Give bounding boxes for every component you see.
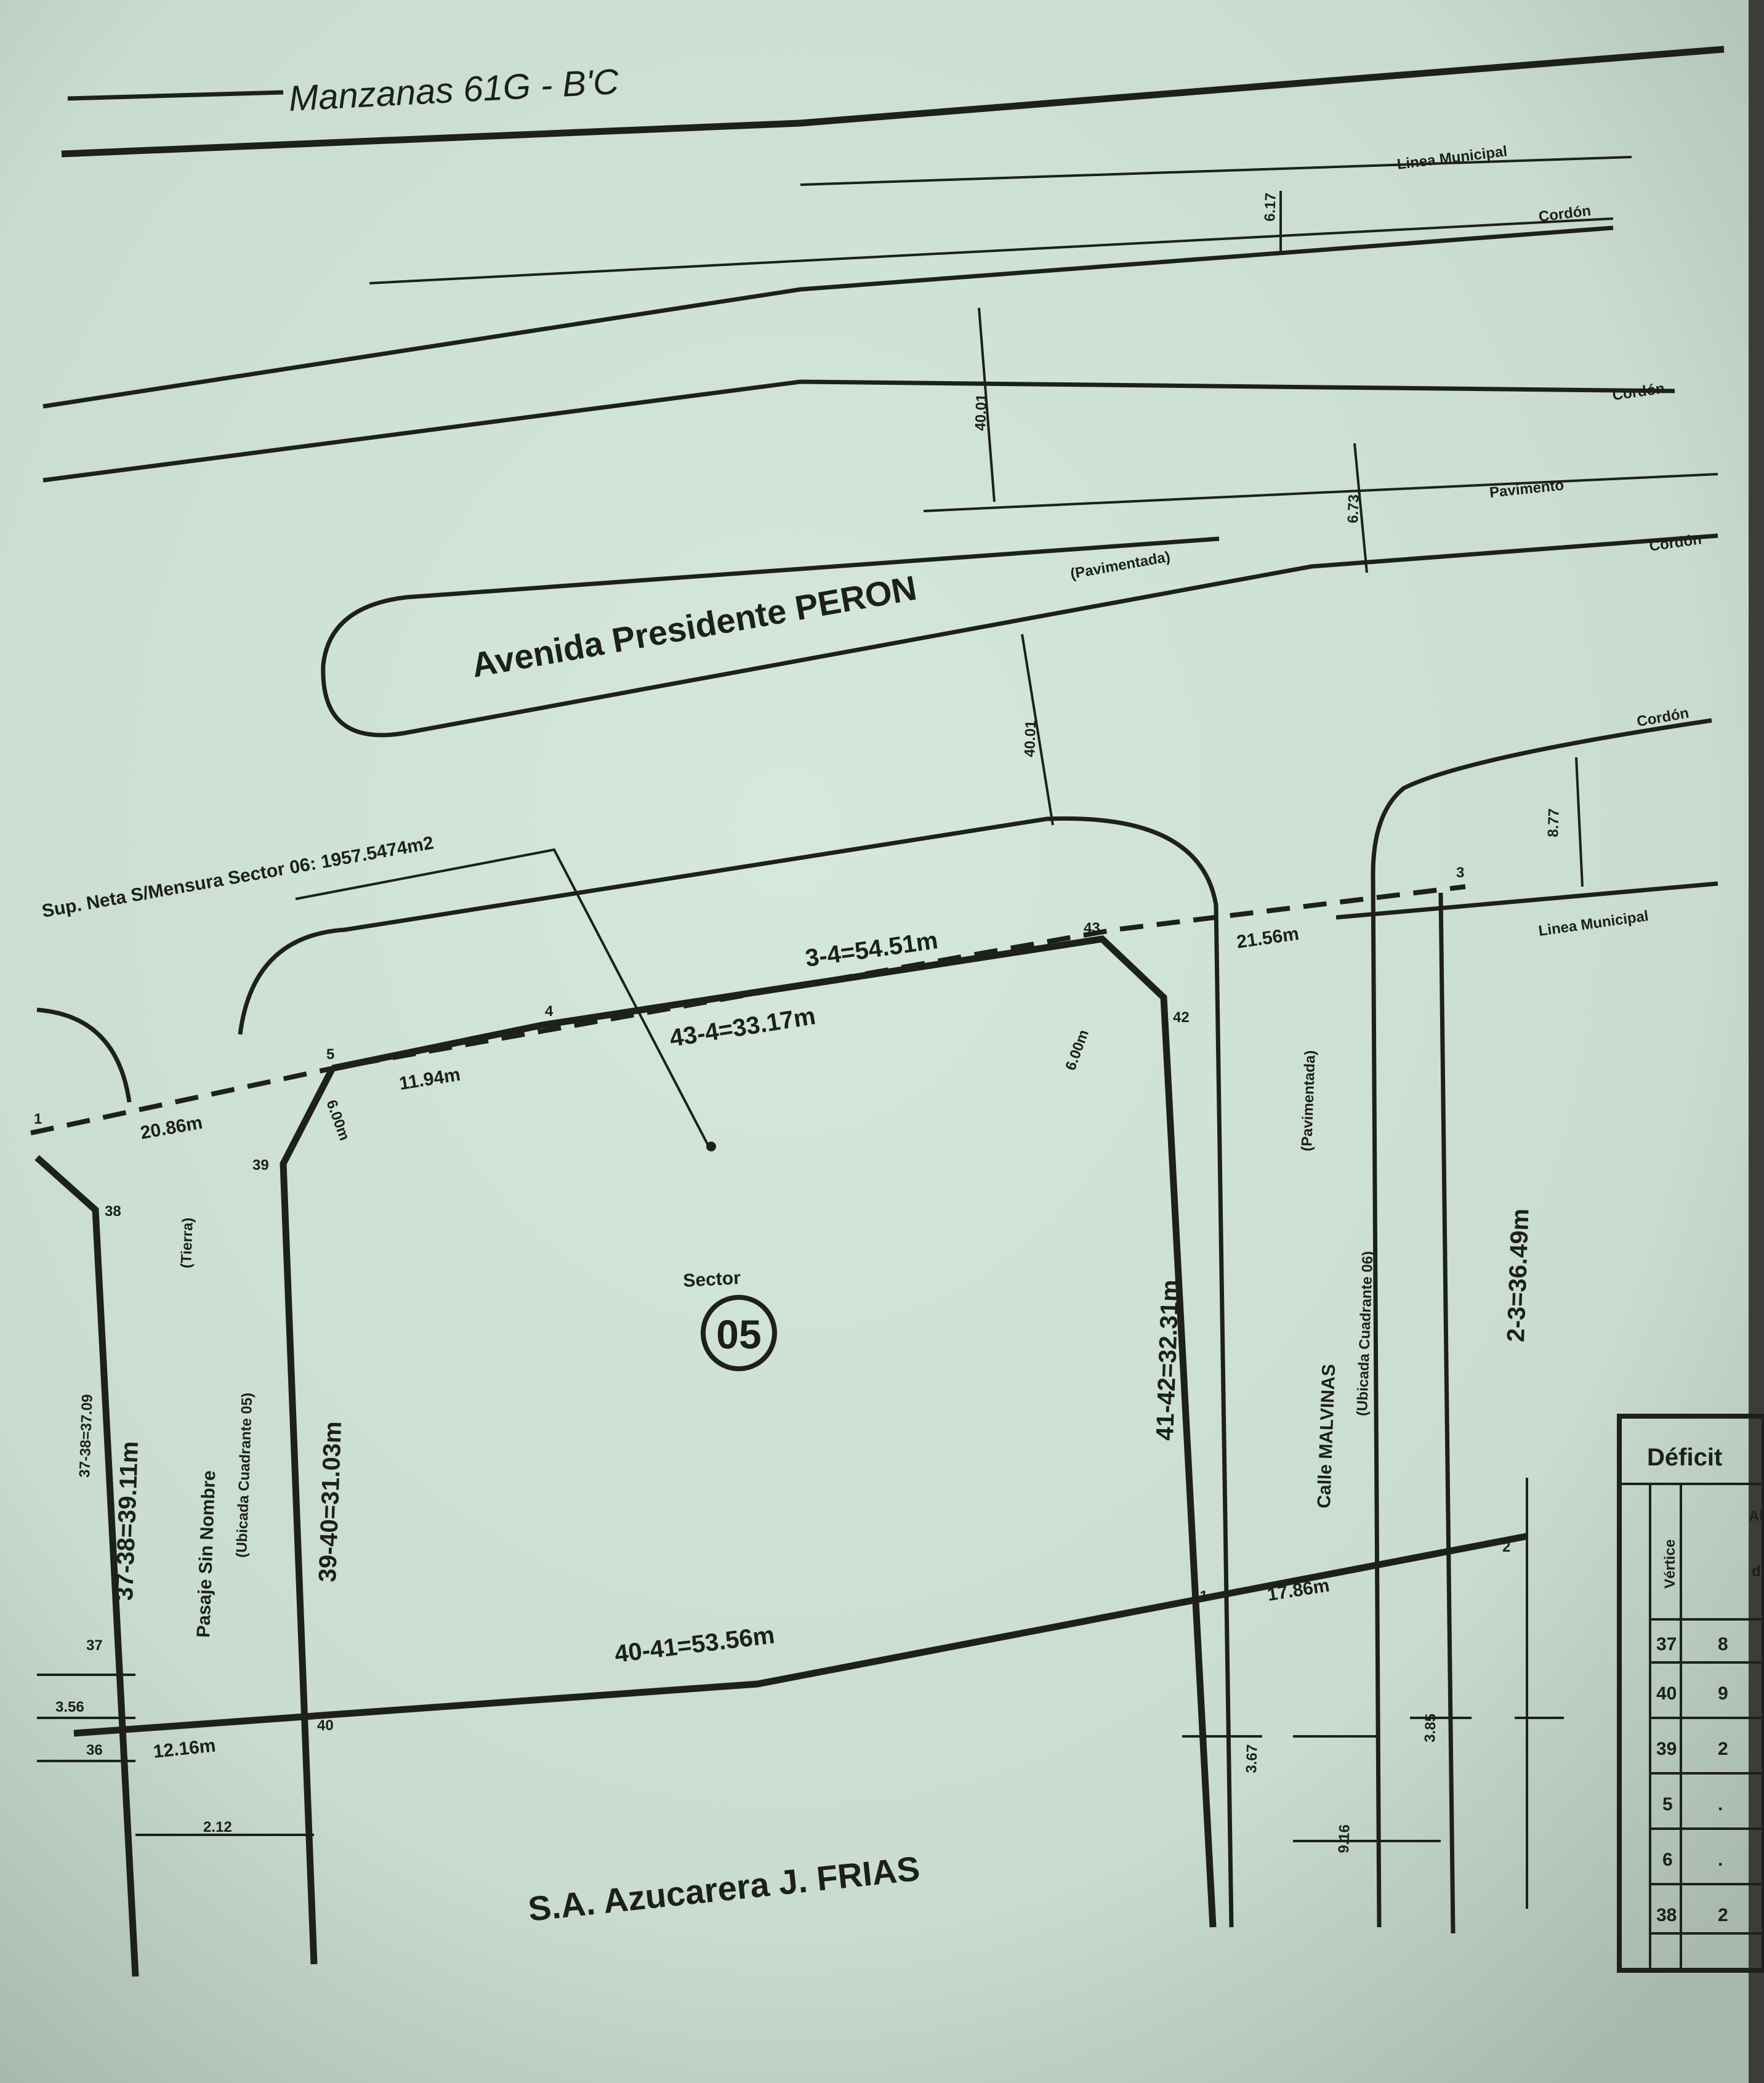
vertex-5: 5 [326,1046,335,1063]
deficit-table-row-vertex: 37 [1656,1634,1677,1654]
deficit-table-row-value: 9 [1718,1683,1728,1704]
deficit-table-row-vertex: 39 [1656,1739,1677,1759]
vertex-40: 40 [317,1717,334,1734]
pavimento-label: Pavimento [1488,477,1565,501]
malvinas-street-sub: (Ubicada Cuadrante 06) [1354,1251,1377,1417]
deficit-table-row-value: 8 [1718,1634,1728,1654]
malvinas-street-note: (Pavimentada) [1299,1050,1319,1152]
cordon-label-3: Cordón [1648,531,1703,555]
vertex-1: 1 [34,1111,42,1127]
linea-municipal-right-label: Linea Municipal [1537,908,1650,940]
dimension-37-38-alt: 37-38=37.09 [76,1393,96,1478]
deficit-table-row-value: 2 [1718,1739,1728,1759]
vertex-2: 2 [1502,1539,1511,1555]
width-label-4: 40.01 [1021,720,1040,758]
vertex-36: 36 [86,1742,103,1759]
vertex-3: 3 [1456,864,1465,881]
width-label-1: 6.17 [1262,192,1279,222]
dimension-12-16: 12.16m [152,1735,217,1762]
deficit-table-header: Déficit [1647,1444,1723,1471]
linea-municipal-top-label: Linea Municipal [1396,143,1508,173]
dimension-17-86: 17.86m [1265,1575,1331,1605]
pasaje-street-label: Pasaje Sin Nombre [193,1470,220,1638]
dimension-40-41: 40-41=53.56m [613,1621,776,1668]
deficit-table-row-value: . [1718,1794,1723,1815]
dimension-3-4: 3-4=54.51m [803,927,940,972]
avenida-label: Avenida Presidente PERON [469,568,920,685]
width-label-7: 3.85 [1422,1713,1440,1743]
deficit-table-row-vertex: 6 [1662,1850,1673,1870]
pasaje-street-note: (Tierra) [178,1217,196,1269]
surface-leader-dot [706,1142,716,1151]
dimension-43-4: 43-4=33.17m [667,1002,818,1052]
vertex-39: 39 [252,1157,269,1174]
deficit-table-col1: Vértice [1662,1539,1678,1589]
width-label-3: 6.73 [1345,494,1363,524]
pasaje-street-sub: (Ubicada Cuadrante 05) [233,1392,256,1558]
sector-number: 05 [716,1311,762,1357]
vertex-37: 37 [86,1637,103,1654]
width-label-9: 3.56 [55,1699,84,1715]
dimension-37-38: 37-38=39.11m [111,1440,144,1602]
dimension-21-56: 21.56m [1235,924,1300,953]
width-label-5: 8.77 [1545,808,1563,838]
handwritten-note: Manzanas 61G - B'C [288,61,620,119]
deficit-table-row-vertex: 38 [1656,1905,1677,1925]
surface-note: Sup. Neta S/Mensura Sector 06: 1957.5474m2 [40,832,435,922]
deficit-table-row-value: . [1718,1850,1723,1870]
vertex-43: 43 [1084,920,1100,937]
cordon-label-4: Cordón [1635,704,1691,730]
vertex-42: 42 [1173,1009,1190,1026]
dimension-11-94: 11.94m [397,1064,462,1094]
width-label-8: 9.16 [1335,1824,1353,1854]
vertex-38: 38 [105,1203,121,1220]
deficit-table-row-vertex: 40 [1656,1683,1677,1704]
dimension-6-00-right: 6.00m [1062,1027,1092,1073]
dimension-39-40: 39-40=31.03m [314,1420,347,1583]
vertex-4: 4 [545,1003,554,1020]
dimension-6-00-left: 6.00m [323,1097,353,1143]
cordon-label-1: Cordón [1537,202,1592,225]
bottom-owner-label: S.A. Azucarera J. FRIAS [526,1848,922,1928]
width-label-2: 40.01 [972,393,991,432]
dimension-41-42: 41-42=32.31m [1151,1279,1185,1441]
deficit-table-col3: d [1752,1563,1761,1580]
width-label-10: 2.12 [203,1819,232,1835]
deficit-table-row-value: 2 [1718,1905,1728,1925]
dimension-2-3: 2-3=36.49m [1502,1208,1534,1343]
deficit-table-row-vertex: 5 [1662,1794,1673,1815]
avenida-note: (Pavimentada) [1069,548,1172,582]
vertex-41: 41 [1191,1588,1208,1605]
cordon-label-2: Cordón [1611,380,1666,404]
malvinas-street-label: Calle MALVINAS [1314,1363,1340,1509]
deficit-table-col2: Al [1749,1508,1763,1525]
width-label-6: 3.67 [1243,1744,1261,1774]
dimension-20-86: 20.86m [139,1112,204,1143]
sector-label: Sector [682,1268,741,1291]
